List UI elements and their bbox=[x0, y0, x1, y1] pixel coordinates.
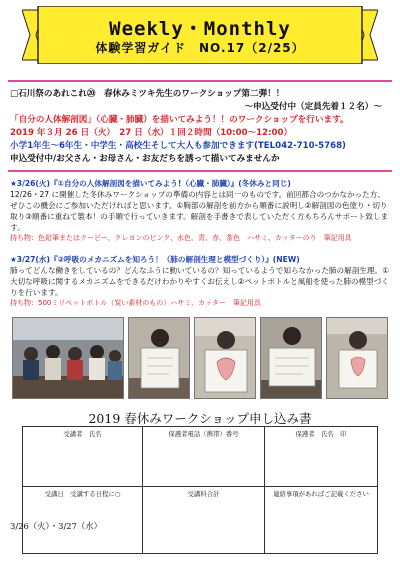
workshop-section-2 bbox=[10, 254, 390, 309]
guardian-name-field[interactable] bbox=[265, 427, 377, 487]
section-title: ★3/26(火)『①自分の人体解剖図を描いてみよう!（心臓・肺臓）』(冬休みと同じ) bbox=[10, 179, 291, 188]
divider bbox=[8, 170, 392, 172]
field-label: 保護者電話（携帯）番号 bbox=[168, 430, 239, 438]
intro-block bbox=[10, 88, 390, 166]
field-label: 保護者 氏名 印 bbox=[295, 430, 347, 438]
page-title: Weekly・Monthly bbox=[109, 18, 291, 40]
intro-heading: □石川祭のあれこれ⑳ 春休みミツキ先生のワークショップ第二弾！！ bbox=[10, 89, 285, 99]
form-title: 2019 春休みワークショップ申し込み書 bbox=[88, 411, 312, 426]
section-body: 肺ってどんな働きをしているの？どんなふうに動いているの？知っているようで知らなかった肺の解剖生理。①大切な呼吸に関するメカニズムをできるだけわかりやすくお伝えし②ペットボトルと風船を使った肺の模型づくりを行います。 bbox=[10, 266, 389, 297]
section-items: 持ち物：色鉛筆またはクーピー、クレヨンのピンク、水色、青、赤、茶色 ハサミ、カッターのり 筆記用具 bbox=[10, 234, 352, 242]
workshop-photo bbox=[260, 317, 322, 399]
field-label: 連絡事項があればご記載ください bbox=[273, 490, 369, 498]
workshop-photo bbox=[12, 317, 124, 399]
section-items: 持ち物：500ミリペットボトル（炭い素材のもの）ハサミ、カッター 筆記用具 bbox=[10, 299, 261, 307]
page-subtitle: 体験学習ガイド NO.17（2/25） bbox=[95, 41, 305, 55]
section-title: ★3/27(水)『②呼吸のメカニズムを知ろう！（肺の解剖生理と模型づくり）』(NEW) bbox=[10, 255, 300, 264]
header-banner bbox=[22, 6, 378, 64]
total-fee-field[interactable] bbox=[143, 487, 265, 553]
intro-invite: 申込受付中/お父さん・お母さん・お友だちを誘って描いてみませんか bbox=[10, 154, 280, 164]
field-label: 受講日 受講する日程に○ bbox=[44, 490, 121, 498]
workshop-photo bbox=[128, 317, 190, 399]
date-options: 3/26（火）・3/27（水） bbox=[10, 521, 103, 531]
workshop-photo bbox=[194, 317, 256, 399]
intro-eligibility: 小学1年生～6年生・中学生・高校生そして大人も参加できます(TEL042-710-5768) bbox=[10, 141, 346, 151]
field-label: 受講者 氏名 bbox=[63, 430, 102, 438]
intro-description: 「自分の人体解剖図」（心臓・肺臓）を描いてみよう！！のワークショップを行います。 bbox=[10, 115, 349, 125]
intro-date: 2019 年３月 26 日（火） 27 日（水）１回２時間（10:00～12:00） bbox=[10, 128, 293, 138]
guardian-phone-field[interactable] bbox=[143, 427, 265, 487]
workshop-section-1 bbox=[10, 178, 390, 244]
workshop-photo bbox=[326, 317, 388, 399]
intro-status: ～申込受付中（定員先着１２名）～ bbox=[244, 102, 382, 112]
field-label: 受講料合計 bbox=[187, 490, 220, 498]
application-form bbox=[22, 426, 378, 554]
section-body: 12/26・27 に開催した冬休みワークショップの準備の内容とは同一のものです。前回都合のつかなかった方、ぜひこの機会にご参加いただければと思います。①胸部の解剖を前方から順番に説明し②解剖図の色塗り・切り取り③順番に重ねて製本！の手順で行っていきます。解剖を手書きで表していただく方もちろんサポート致します。 bbox=[10, 190, 389, 232]
divider bbox=[8, 80, 392, 82]
contact-notes-field[interactable] bbox=[265, 487, 377, 553]
participant-name-field[interactable] bbox=[23, 427, 143, 487]
